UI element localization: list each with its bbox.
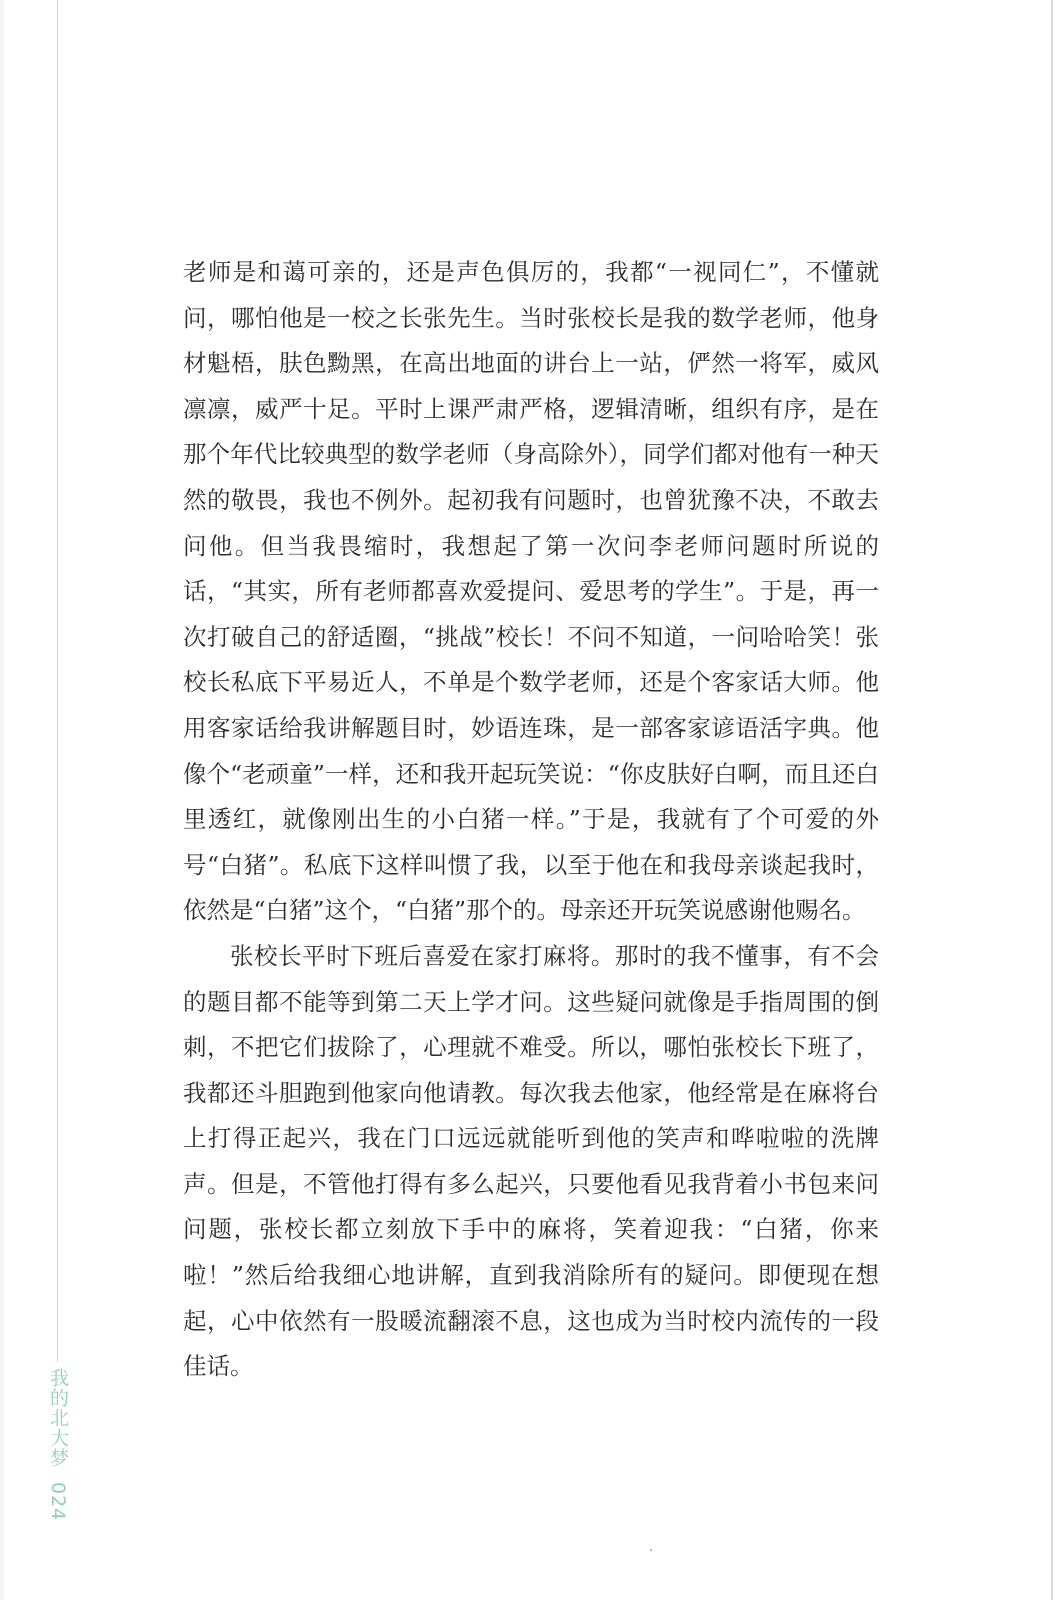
page-number: 024	[47, 1482, 69, 1522]
paragraph-2: 张校长平时下班后喜爱在家打麻将。那时的我不懂事，有不会的题目都不能等到第二天上学才问。这些疑问就像是手指周围的倒刺，不把它们拔除了，心理就不难受。所以，哪怕张校长下班了，我都还斗胆跑到他家向他请教。每次我去他家，他经常是在麻将台上打得正起兴，我在门口远远就能听到他的笑声和哗啦啦的洗牌声。但是，不管他打得有多么起兴，只要他看见我背着小书包来问问题，张校长都立刻放下手中的麻将，笑着迎我：“白猪，你来啦！”然后给我细心地讲解，直到我消除所有的疑问。即便现在想起，心中依然有一股暖流翻滚不息，这也成为当时校内流传的一段佳话。	[183, 941, 879, 1381]
margin-rule	[57, 0, 58, 1362]
running-footer	[44, 1368, 72, 1521]
page-right-edge	[1051, 0, 1053, 1600]
body-text	[183, 250, 879, 1390]
scan-speck	[650, 1549, 652, 1551]
paragraph-1: 老师是和蔼可亲的，还是声色俱厉的，我都“一视同仁”，不懂就问，哪怕他是一校之长张先生。当时张校长是我的数学老师，他身材魁梧，肤色黝黑，在高出地面的讲台上一站，俨然一将军，威风凛凛，威严十足。平时上课严肃严格，逻辑清晰，组织有序，是在那个年代比较典型的数学老师（身高除外），同学们都对他有一种天然的敬畏，我也不例外。起初我有问题时，也曾犹豫不决，不敢去问他。但当我畏缩时，我想起了第一次问李老师问题时所说的话，“其实，所有老师都喜欢爱提问、爱思考的学生”。于是，再一次打破自己的舒适圈，“挑战”校长！不问不知道，一问哈哈笑！张校长私底下平易近人，不单是个数学老师，还是个客家话大师。他用客家话给我讲解题目时，妙语连珠，是一部客家谚语活字典。他像个“老顽童”一样，还和我开起玩笑说：“你皮肤好白啊，而且还白里透红，就像刚出生的小白猪一样。”于是，我就有了个可爱的外号“白猪”。私底下这样叫惯了我，以至于他在和我母亲谈起我时，依然是“白猪”这个，“白猪”那个的。母亲还开玩笑说感谢他赐名。	[183, 258, 879, 925]
page-left-edge	[0, 0, 4, 1600]
book-title: 我的北大梦	[47, 1368, 69, 1468]
